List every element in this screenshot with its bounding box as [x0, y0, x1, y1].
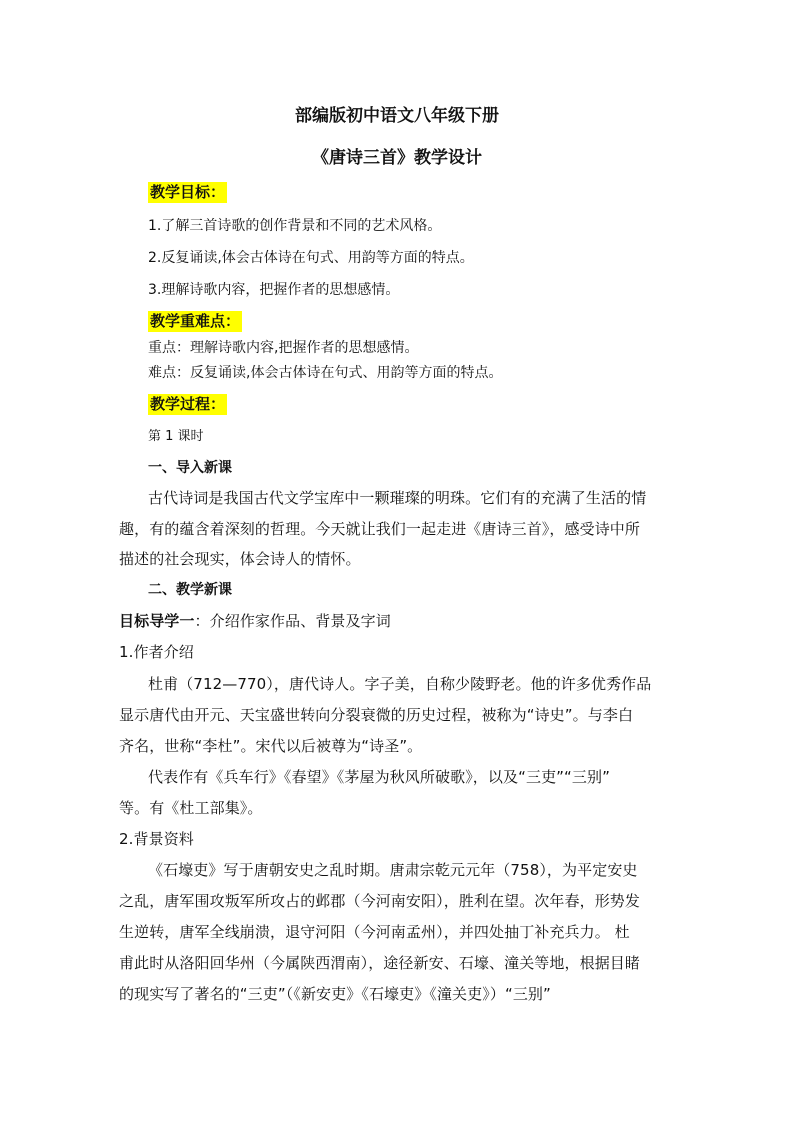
goal-1-line: [119, 614, 391, 629]
section-new-lesson-title: 二、教学新课: [148, 582, 232, 598]
objective-item-2: 2.反复诵读,体会古体诗在句式、用韵等方面的特点。: [148, 250, 474, 266]
intro-line-3: 描述的社会现实，体会诗人的情怀。: [119, 550, 361, 568]
process-heading-text: 教学过程：: [150, 395, 226, 413]
section-intro-title: 一、导入新课: [148, 460, 232, 476]
document-title: 部编版初中语文八年级下册: [295, 106, 499, 126]
background-line-4: 甫此时从洛阳回华州（今属陕西渭南），途径新安、石壕、潼关等地，根据目睹: [119, 954, 641, 972]
background-heading: 2.背景资料: [119, 830, 194, 848]
objective-item-1: 1.了解三首诗歌的创作背景和不同的艺术风格。: [148, 218, 442, 234]
objectives-heading: [148, 184, 227, 200]
goal-1-text: ：介绍作家作品、背景及字词: [194, 612, 391, 630]
objectives-heading-text: 教学目标：: [150, 183, 226, 201]
author-line-2: 显示唐代由开元、天宝盛世转向分裂衰微的历史过程，被称为“诗史”。与李白: [119, 706, 634, 724]
objective-item-3: 3.理解诗歌内容，把握作者的思想感情。: [148, 282, 400, 298]
goal-1-label: 目标导学一: [119, 612, 195, 630]
intro-line-2: 趣，有的蕴含着深刻的哲理。今天就让我们一起走进《唐诗三首》，感受诗中所: [119, 520, 641, 538]
key-points-heading: [148, 313, 242, 329]
background-line-2: 之乱，唐军围攻叛军所攻占的邺郡（今河南安阳），胜利在望。次年春，形势发: [119, 892, 641, 910]
process-heading: [148, 396, 227, 412]
key-points-heading-text: 教学重难点：: [150, 312, 241, 330]
background-line-1: 《石壕吏》写于唐朝安史之乱时期。唐肃宗乾元元年（758），为平定安史: [148, 861, 638, 879]
key-point-item-1: 重点：理解诗歌内容,把握作者的思想感情。: [148, 340, 419, 356]
key-point-item-2: 难点：反复诵读,体会古体诗在句式、用韵等方面的特点。: [148, 365, 503, 381]
background-line-5: 的现实写了著名的“三吏”（《新安吏》《石壕吏》《潼关吏》）“三别”: [119, 985, 551, 1003]
author-line-3: 齐名，世称“李杜”。宋代以后被尊为“诗圣”。: [119, 737, 423, 755]
lesson-label: 第 1 课时: [148, 429, 204, 444]
works-line-1: 代表作有《兵车行》《春望》《茅屋为秋风所破歌》，以及“三吏”“三别”: [148, 768, 610, 786]
author-heading: 1.作者介绍: [119, 643, 194, 661]
works-line-2: 等。有《杜工部集》。: [119, 799, 263, 817]
intro-line-1: 古代诗词是我国古代文学宝库中一颗璀璨的明珠。它们有的充满了生活的情: [148, 489, 647, 507]
author-line-1: 杜甫（712—770），唐代诗人。字子美，自称少陵野老。他的许多优秀作品: [148, 675, 652, 693]
background-line-3: 生逆转，唐军全线崩溃，退守河阳（今河南孟州），并四处抽丁补充兵力。 杜: [119, 923, 630, 941]
document-subtitle: 《唐诗三首》教学设计: [312, 148, 482, 168]
